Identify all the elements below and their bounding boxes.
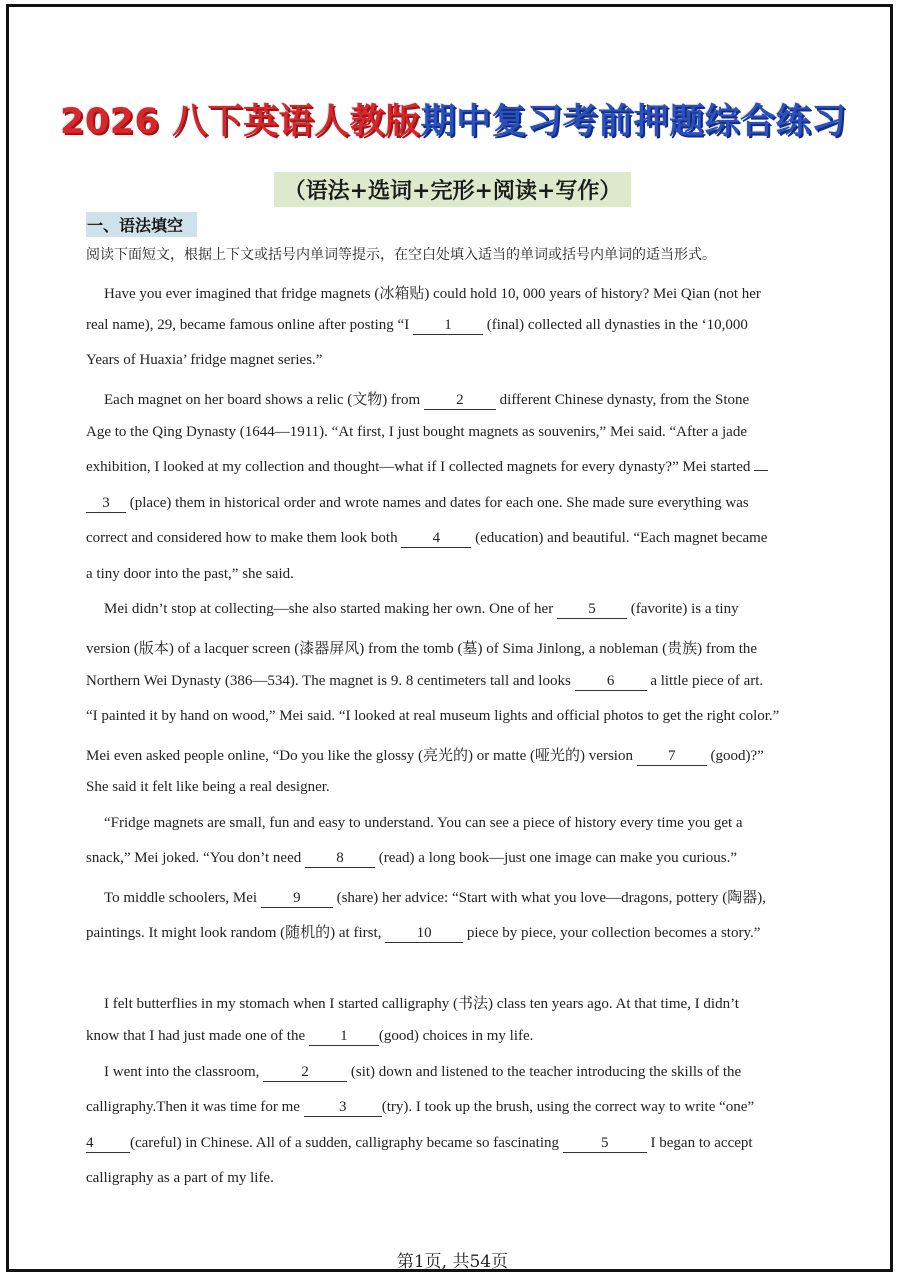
passage1-line-3: Years of Huaxia’ fridge magnet series.” [86,352,323,368]
blank-4[interactable]: 4 [401,531,471,548]
text: correct and considered how to make them look both [86,530,402,546]
title-part-2: 期中复习考前押题综合练习 [420,102,847,142]
text: real name), 29, became famous online after posting “I [86,317,413,333]
page-subtitle: （语法+选词+完形+阅读+写作） [274,172,632,207]
passage1-line-17 [86,850,737,868]
subtitle-wrapper [0,172,905,207]
text: I began to accept [646,1135,753,1151]
text: (try). I took up the brush, using the correct way to write “one” [381,1099,755,1115]
passage1-line-18 [104,886,766,908]
text: (sit) down and listened to the teacher introducing the skills of the [347,1064,742,1080]
text: To middle schoolers, Mei [104,890,261,906]
passage1-line-1: Have you ever imagined that fridge magnets (冰箱贴) could hold 10, 000 years of history? Mei Qian (not her [104,286,761,302]
text: different Chinese dynasty, from the Stone [495,392,750,408]
blank-9[interactable]: 9 [261,891,333,908]
section-instruction: 阅读下面短文，根据上下文或括号内单词等提示，在空白处填入适当的单词或括号内单词的适当形式。 [86,247,716,263]
page-footer: 第1页, 共54页 [396,1252,509,1272]
text: I went into the classroom, [104,1064,264,1080]
blank-p2-3[interactable]: 3 [304,1100,382,1117]
text: (final) collected all dynasties in the ‘10,000 [482,317,748,333]
passage1-line-13: “I painted it by hand on wood,” Mei said. “I looked at real museum lights and official photos to get the right color.” [86,708,780,724]
text: (share) her advice: “Start with what you love—dragons, pottery (陶器), [332,890,767,906]
passage1-line-8 [86,530,767,548]
passage1-line-10 [104,601,739,619]
blank-1[interactable]: 1 [413,318,483,335]
text: Each magnet on her board shows a relic (文物) from [104,392,424,408]
passage1-line-2 [86,317,748,335]
text: (good)?” [706,748,764,764]
text: paintings. It might look random (随机的) at first, [86,925,386,941]
blank-6[interactable]: 6 [575,674,647,691]
text: (careful) in Chinese. All of a sudden, calligraphy became so fascinating [130,1135,563,1151]
passage1-line-6 [86,459,768,476]
passage2-line-1: I felt butterflies in my stomach when I started calligraphy (书法) class ten years ago. At that time, I didn’t [104,996,739,1012]
title-part-1: 2026 八下英语人教版 [60,102,421,142]
passage2-line-4 [86,1099,754,1117]
text: know that I had just made one of the [86,1028,309,1044]
blank-10[interactable]: 10 [385,926,463,943]
passage1-line-14 [86,744,764,766]
blank-p2-5[interactable]: 5 [563,1136,647,1153]
passage1-line-12 [86,673,763,691]
text: a little piece of art. [646,673,764,689]
text: (read) a long book—just one image can make you curious.” [375,850,737,866]
text: Mei even asked people online, “Do you like the glossy (亮光的) or matte (哑光的) version [86,748,637,764]
passage1-line-9: a tiny door into the past,” she said. [86,566,294,582]
passage1-line-19 [86,921,760,943]
blank-2[interactable]: 2 [424,393,496,410]
passage2-line-3 [104,1064,741,1082]
passage1-line-7 [86,495,749,513]
text: (education) and beautiful. “Each magnet became [471,530,768,546]
passage1-line-16: “Fridge magnets are small, fun and easy to understand. You can see a piece of history every time you get a [104,815,743,831]
text: exhibition, I looked at my collection and thought—what if I collected magnets for every dynasty?” Mei started [86,459,755,475]
text: piece by piece, your collection becomes a story.” [463,925,761,941]
section-heading: 一、语法填空 [86,212,197,237]
text: (good) choices in my life. [378,1028,534,1044]
passage2-line-5 [86,1135,753,1153]
blank-3-start[interactable] [754,470,768,471]
text: Northern Wei Dynasty (386—534). The magnet is 9. 8 centimeters tall and looks [86,673,575,689]
blank-p2-1[interactable]: 1 [309,1029,379,1046]
text: Mei didn’t stop at collecting—she also started making her own. One of her [104,601,557,617]
blank-8[interactable]: 8 [305,851,375,868]
blank-5[interactable]: 5 [557,602,627,619]
blank-p2-4[interactable]: 4 [86,1136,130,1153]
blank-p2-2[interactable]: 2 [263,1065,347,1082]
passage1-line-15: She said it felt like being a real designer. [86,779,330,795]
passage2-line-2 [86,1028,533,1046]
blank-7[interactable]: 7 [637,749,707,766]
text: (place) them in historical order and wrote names and dates for each one. She made sure everything was [126,495,749,511]
passage1-line-11: version (版本) of a lacquer screen (漆器屏风) from the tomb (墓) of Sima Jinlong, a nobleman (贵族) from the [86,641,758,657]
text: snack,” Mei joked. “You don’t need [86,850,305,866]
passage2-line-6: calligraphy as a part of my life. [86,1170,274,1186]
page-title [60,94,845,144]
text: calligraphy.Then it was time for me [86,1099,304,1115]
blank-3[interactable]: 3 [86,496,126,513]
passage1-line-4 [104,388,749,410]
passage1-line-5: Age to the Qing Dynasty (1644—1911). “At first, I just bought magnets as souvenirs,” Mei said. “After a jade [86,424,747,440]
text: (favorite) is a tiny [626,601,739,617]
